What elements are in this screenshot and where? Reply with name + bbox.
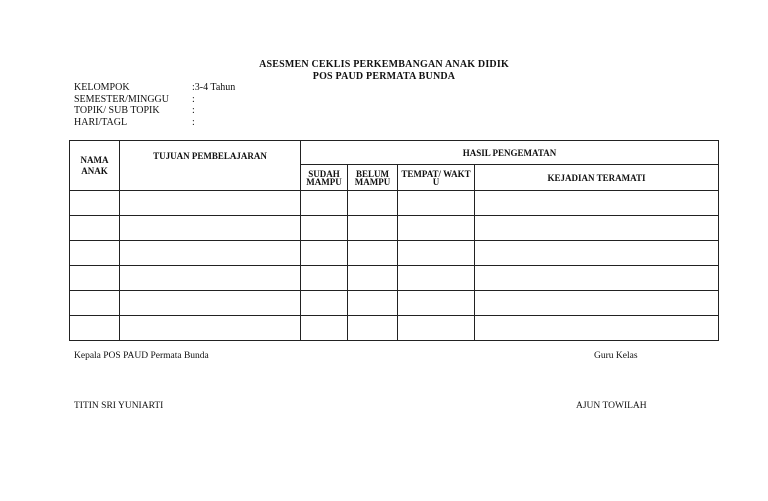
meta-block	[74, 82, 235, 128]
table-cell	[348, 291, 398, 316]
table-cell	[120, 266, 301, 291]
document-subtitle: POS PAUD PERMATA BUNDA	[312, 71, 456, 82]
table-cell	[70, 266, 120, 291]
table-row	[70, 241, 719, 266]
meta-value: :3-4 Tahun	[192, 82, 236, 93]
assessment-table	[69, 140, 719, 341]
table-row	[70, 191, 719, 216]
table-cell	[301, 216, 348, 241]
signature-left-name: TITIN SRI YUNIARTI	[74, 401, 164, 411]
meta-label: TOPIK/ SUB TOPIK	[74, 105, 160, 116]
table-cell	[348, 241, 398, 266]
table-cell	[70, 291, 120, 316]
table-cell	[70, 241, 120, 266]
meta-label: KELOMPOK	[74, 82, 130, 93]
meta-label: SEMESTER/MINGGU	[74, 93, 170, 105]
table-cell	[475, 266, 719, 291]
signature-left-title: Kepala POS PAUD Permata Bunda	[74, 351, 209, 361]
meta-value: :	[192, 105, 195, 116]
table-cell	[120, 216, 301, 241]
meta-row-kelompok	[74, 82, 235, 94]
table-cell	[398, 191, 475, 216]
meta-row-hari	[74, 117, 235, 129]
meta-row-semester	[74, 94, 235, 106]
header-nama-anak: NAMA ANAK	[70, 141, 120, 191]
table-cell	[475, 191, 719, 216]
signature-right-name: AJUN TOWILAH	[576, 401, 647, 411]
subheader-sudah-mampu: SUDAH MAMPU	[301, 165, 348, 191]
table-cell	[301, 241, 348, 266]
document-title: ASESMEN CEKLIS PERKEMBANGAN ANAK DIDIK	[259, 59, 509, 70]
table-cell	[348, 216, 398, 241]
table-cell	[120, 291, 301, 316]
table-cell	[348, 191, 398, 216]
subheader-tempat-waktu: TEMPAT/ WAKT U	[398, 165, 475, 191]
table-cell	[120, 241, 301, 266]
table-cell	[301, 266, 348, 291]
meta-value: :	[192, 93, 195, 105]
signature-right-title: Guru Kelas	[594, 351, 638, 361]
table-cell	[475, 291, 719, 316]
table-cell	[301, 316, 348, 341]
table-cell	[301, 291, 348, 316]
table-cell	[398, 266, 475, 291]
table-cell	[475, 216, 719, 241]
subheader-belum-mampu: BELUM MAMPU	[348, 165, 398, 191]
meta-row-topik	[74, 105, 235, 117]
table-row	[70, 216, 719, 241]
meta-value: :	[192, 116, 195, 128]
table-row	[70, 316, 719, 341]
header-tujuan-pembelajaran: TUJUAN PEMBELAJARAN	[120, 141, 301, 191]
table-row	[70, 291, 719, 316]
header-hasil-pengamatan: HASIL PENGEMATAN	[301, 141, 719, 165]
table-cell	[398, 241, 475, 266]
table-cell	[120, 316, 301, 341]
table-cell	[398, 291, 475, 316]
table-row	[70, 266, 719, 291]
table-cell	[348, 266, 398, 291]
table-cell	[120, 191, 301, 216]
table-cell	[475, 316, 719, 341]
table-cell	[398, 216, 475, 241]
table-cell	[70, 316, 120, 341]
table-cell	[301, 191, 348, 216]
table-cell	[348, 316, 398, 341]
table-cell	[398, 316, 475, 341]
table-cell	[70, 191, 120, 216]
table-cell	[475, 241, 719, 266]
table-cell	[70, 216, 120, 241]
subheader-kejadian-teramati: KEJADIAN TERAMATI	[475, 165, 719, 191]
meta-label: HARI/TAGL	[74, 116, 128, 128]
